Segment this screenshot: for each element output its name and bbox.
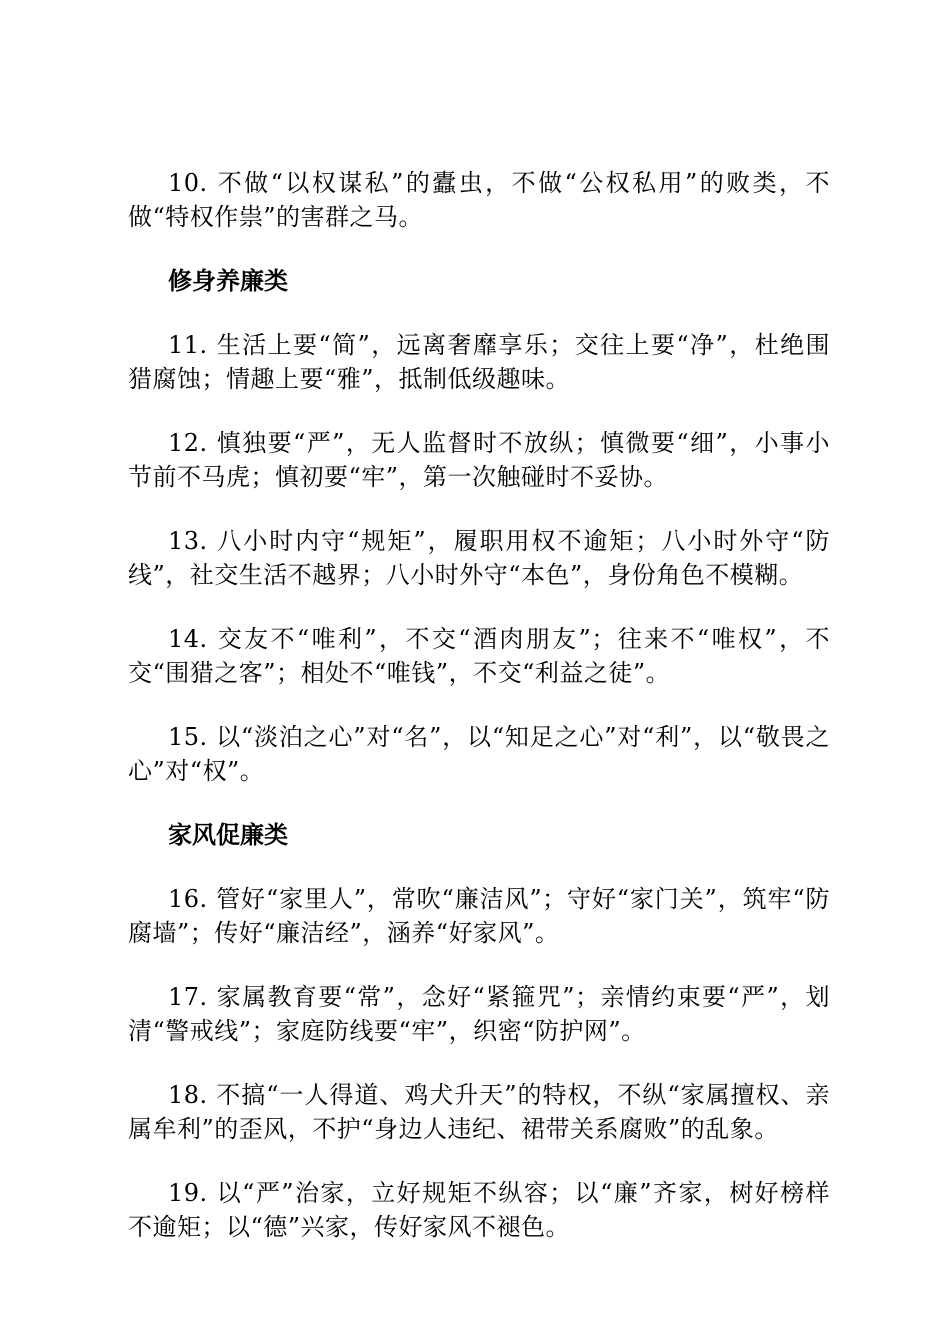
item-19: 19. 以“严”治家，立好规矩不纵容；以“廉”齐家，树好榜样不逾矩；以“德”兴家，传好家风不褪色。 bbox=[128, 1179, 830, 1241]
section-heading-family-style: 家风促廉类 bbox=[168, 821, 288, 849]
item-15: 15. 以“淡泊之心”对“名”，以“知足之心”对“利”，以“敬畏之心”对“权”。 bbox=[128, 723, 830, 785]
item-12: 12. 慎独要“严”，无人监督时不放纵；慎微要“细”，小事小节前不马虎；慎初要“牢”，第一次触碰时不妥协。 bbox=[128, 429, 830, 491]
item-13: 13. 八小时内守“规矩”，履职用权不逾矩；八小时外守“防线”，社交生活不越界；八小时外守“本色”，身份角色不模糊。 bbox=[128, 527, 830, 589]
item-17: 17. 家属教育要“常”，念好“紧箍咒”；亲情约束要“严”，划清“警戒线”；家庭防线要“牢”，织密“防护网”。 bbox=[128, 983, 830, 1045]
document-body bbox=[128, 166, 830, 1274]
item-18: 18. 不搞“一人得道、鸡犬升天”的特权，不纵“家属擅权、亲属牟利”的歪风，不护“身边人违纪、裙带关系腐败”的乱象。 bbox=[128, 1081, 830, 1143]
section-heading-self-cultivation: 修身养廉类 bbox=[168, 267, 288, 295]
item-16: 16. 管好“家里人”，常吹“廉洁风”；守好“家门关”，筑牢“防腐墙”；传好“廉洁经”，涵养“好家风”。 bbox=[128, 885, 830, 947]
item-14: 14. 交友不“唯利”，不交“酒肉朋友”；往来不“唯权”，不交“围猎之客”；相处不“唯钱”，不交“利益之徒”。 bbox=[128, 625, 830, 687]
item-11: 11. 生活上要“简”，远离奢靡享乐；交往上要“净”，杜绝围猎腐蚀；情趣上要“雅”，抵制低级趣味。 bbox=[128, 331, 830, 393]
item-10: 10. 不做“以权谋私”的蠹虫，不做“公权私用”的败类，不做“特权作祟”的害群之马。 bbox=[128, 169, 830, 231]
